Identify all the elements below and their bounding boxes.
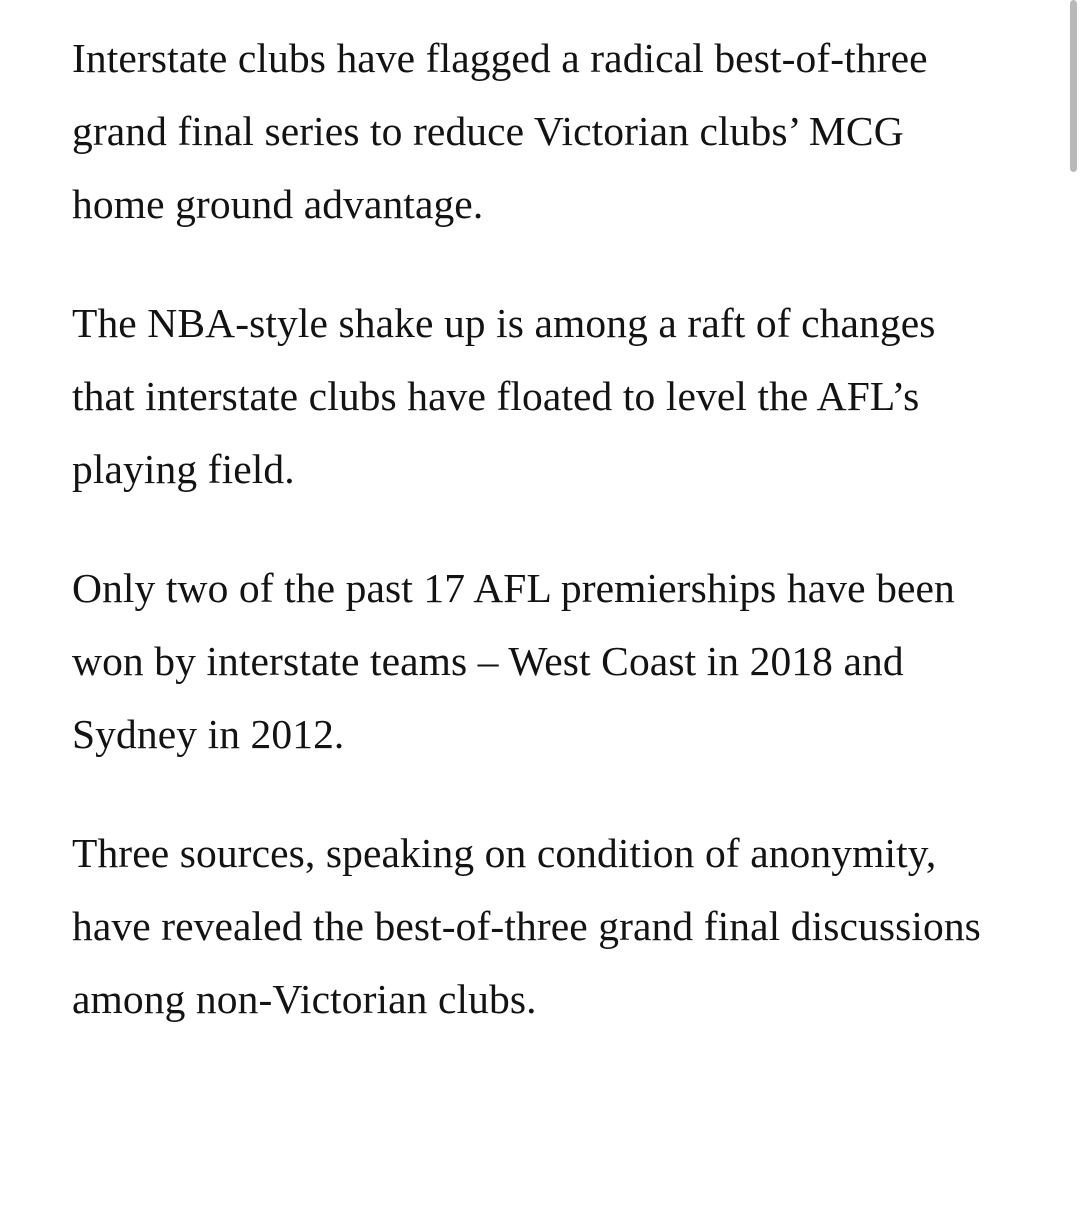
article-body xyxy=(72,22,990,1036)
article-paragraph: Three sources, speaking on condition of anonymity, have revealed the best-of-three grand final discussions among non-Victorian clubs. xyxy=(72,830,981,1022)
article-paragraph: Interstate clubs have flagged a radical best-of-three grand final series to reduce Victorian clubs’ MCG home ground advantage. xyxy=(72,35,928,227)
article-paragraph: Only two of the past 17 AFL premierships have been won by interstate teams – West Coast in 2018 and Sydney in 2012. xyxy=(72,565,955,757)
vertical-scrollbar-track[interactable] xyxy=(1066,0,1080,1213)
article-paragraph: The NBA-style shake up is among a raft of changes that interstate clubs have floated to level the AFL’s playing field. xyxy=(72,300,936,492)
vertical-scrollbar-thumb[interactable] xyxy=(1070,0,1077,172)
